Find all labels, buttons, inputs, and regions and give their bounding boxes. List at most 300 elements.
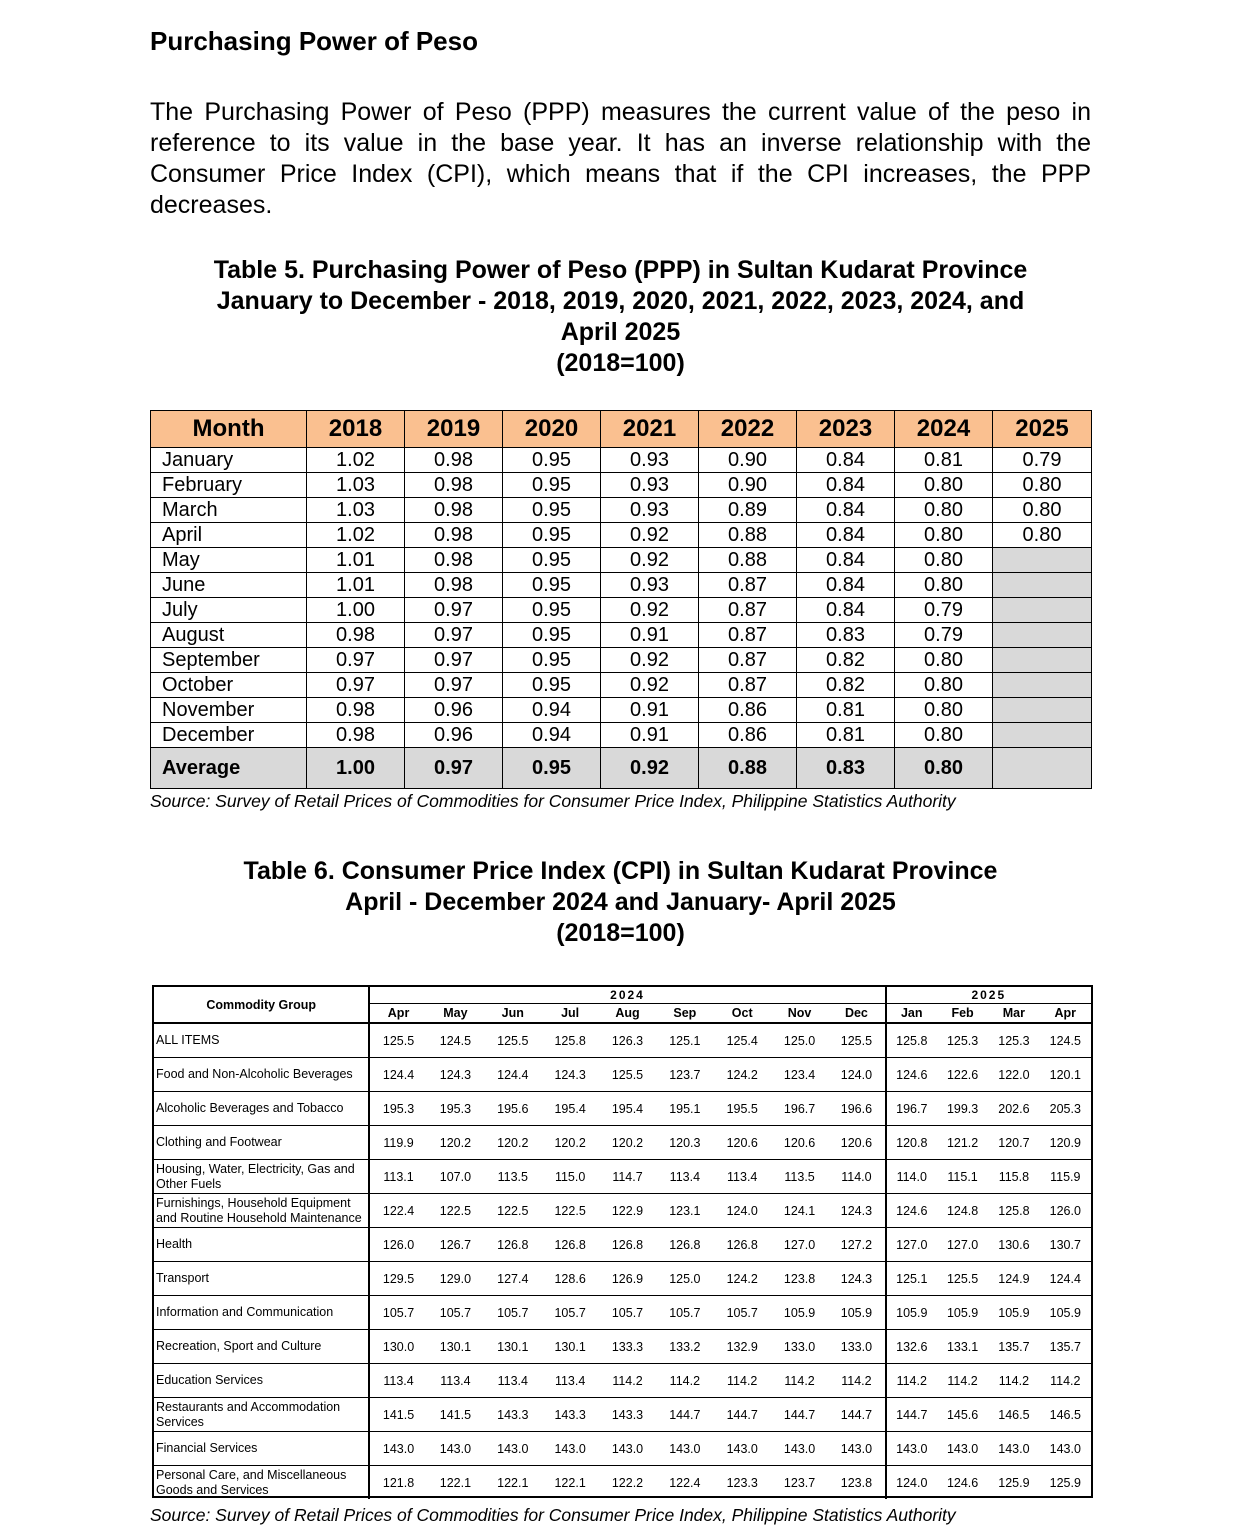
cpi-value-cell: 133.3 [599, 1330, 656, 1364]
commodity-name-cell: Recreation, Sport and Culture [154, 1330, 369, 1364]
cpi-value-cell: 124.2 [714, 1058, 771, 1092]
cpi-value-cell: 124.5 [1040, 1023, 1091, 1058]
cpi-value-cell: 124.3 [541, 1058, 598, 1092]
month-cell: November [151, 698, 307, 723]
cpi-value-cell: 114.2 [828, 1364, 885, 1398]
ppp-value-cell: 0.81 [895, 448, 993, 473]
ppp-value-cell: 0.96 [405, 723, 503, 748]
month-header: Aug [599, 1004, 656, 1024]
commodity-name-cell: Transport [154, 1262, 369, 1296]
month-cell: May [151, 548, 307, 573]
cpi-value-cell: 125.8 [541, 1023, 598, 1058]
ppp-value-cell: 0.79 [895, 623, 993, 648]
ppp-value-cell: 0.80 [895, 698, 993, 723]
table-row [154, 1432, 1091, 1466]
ppp-value-cell: 0.95 [503, 623, 601, 648]
cpi-value-cell: 125.5 [599, 1058, 656, 1092]
cpi-value-cell: 130.1 [484, 1330, 541, 1364]
cpi-value-cell: 114.2 [599, 1364, 656, 1398]
cpi-value-cell: 195.3 [427, 1092, 484, 1126]
cpi-value-cell: 113.5 [484, 1160, 541, 1194]
cpi-value-cell: 120.2 [541, 1126, 598, 1160]
year-header-2025: 2025 [886, 987, 1091, 1004]
cpi-value-cell: 143.3 [541, 1398, 598, 1432]
cpi-value-cell: 105.7 [656, 1296, 713, 1330]
cpi-value-cell: 123.3 [726, 1475, 758, 1490]
cpi-value-cell: 205.3 [1040, 1092, 1091, 1126]
ppp-value-cell [993, 648, 1092, 673]
ppp-value-cell: 0.93 [601, 573, 699, 598]
cpi-value-cell: 135.7 [988, 1330, 1039, 1364]
cpi-value-cell: 113.4 [541, 1364, 598, 1398]
ppp-value-cell [993, 623, 1092, 648]
cpi-value-cell: 105.7 [599, 1296, 656, 1330]
ppp-value-cell: 1.01 [307, 573, 405, 598]
cpi-value-cell: 124.2 [714, 1262, 771, 1296]
ppp-value-cell: 0.83 [797, 623, 895, 648]
cpi-value-cell: 113.5 [771, 1160, 828, 1194]
month-cell: August [151, 623, 307, 648]
cpi-value-cell: 123.7 [656, 1058, 713, 1092]
cpi-value-cell: 143.0 [369, 1432, 426, 1466]
ppp-value-cell: 0.92 [601, 673, 699, 698]
cpi-table-frame [152, 985, 1093, 1498]
table6-title-line: April - December 2024 and January- April 2025 [345, 888, 896, 916]
month-header: Mar [988, 1004, 1039, 1024]
ppp-value-cell: 0.95 [503, 523, 601, 548]
cpi-value-cell: 133.1 [937, 1330, 988, 1364]
ppp-column-header: 2023 [797, 411, 895, 448]
cpi-value-cell: 105.9 [988, 1296, 1039, 1330]
average-label: Average [151, 748, 307, 789]
cpi-value-cell: 120.3 [656, 1126, 713, 1160]
cpi-value-cell: 122.4 [669, 1475, 701, 1490]
ppp-value-cell: 0.81 [797, 698, 895, 723]
month-cell: July [151, 598, 307, 623]
table-row [154, 1330, 1091, 1364]
cpi-value-cell: 113.4 [369, 1364, 426, 1398]
cpi-value-cell: 114.0 [886, 1160, 937, 1194]
section-heading: Purchasing Power of Peso [150, 26, 478, 56]
cpi-value-cell: 127.4 [484, 1262, 541, 1296]
table-row [154, 1058, 1091, 1092]
month-cell: December [151, 723, 307, 748]
cpi-value-cell: 133.0 [828, 1330, 885, 1364]
month-header: Feb [937, 1004, 988, 1024]
cpi-value-cell: 123.8 [840, 1475, 873, 1490]
cpi-value-cell: 126.3 [599, 1023, 656, 1058]
cpi-value-cell: 127.2 [828, 1228, 885, 1262]
cpi-value-cell: 124.0 [828, 1058, 885, 1092]
cpi-value-cell: 125.4 [714, 1023, 771, 1058]
ppp-value-cell: 0.98 [405, 498, 503, 523]
cpi-value-cell: 195.5 [714, 1092, 771, 1126]
ppp-value-cell: 0.95 [503, 573, 601, 598]
ppp-value-cell: 0.95 [503, 598, 601, 623]
cpi-value-cell: 122.9 [599, 1194, 656, 1228]
ppp-value-cell: 0.91 [601, 623, 699, 648]
cpi-value-cell: 120.6 [828, 1126, 885, 1160]
average-value-cell [993, 748, 1092, 789]
cpi-value-cell: 145.6 [937, 1398, 988, 1432]
average-value-cell: 1.00 [307, 748, 405, 789]
cpi-value-cell: 124.8 [937, 1194, 988, 1228]
cpi-value-cell: 124.9 [988, 1262, 1039, 1296]
ppp-value-cell [993, 573, 1092, 598]
table-row [151, 448, 1092, 473]
cpi-value-cell: 130.1 [541, 1330, 598, 1364]
table-row [151, 523, 1092, 548]
cpi-value-cell: 120.6 [714, 1126, 771, 1160]
cpi-value-cell: 144.7 [656, 1398, 713, 1432]
month-cell: October [151, 673, 307, 698]
ppp-value-cell [993, 698, 1092, 723]
cpi-value-cell: 126.8 [714, 1228, 771, 1262]
cpi-value-cell: 105.7 [427, 1296, 484, 1330]
cpi-value-cell: 127.0 [886, 1228, 937, 1262]
commodity-name-cell: Information and Communication [154, 1296, 369, 1330]
ppp-value-cell: 0.80 [895, 523, 993, 548]
table-row [151, 548, 1092, 573]
cpi-value-cell: 125.9 [998, 1475, 1030, 1490]
cpi-value-cell: 132.6 [886, 1330, 937, 1364]
cpi-value-cell: 143.0 [484, 1432, 541, 1466]
ppp-value-cell: 0.82 [797, 673, 895, 698]
cpi-value-cell: 124.6 [886, 1194, 937, 1228]
cpi-value-cell: 146.5 [1040, 1398, 1091, 1432]
cpi-value-cell: 195.3 [369, 1092, 426, 1126]
month-header: Dec [828, 1004, 885, 1024]
ppp-value-cell: 0.95 [503, 473, 601, 498]
cpi-value-cell: 105.9 [886, 1296, 937, 1330]
cpi-value-cell: 143.0 [599, 1432, 656, 1466]
ppp-value-cell: 0.88 [699, 523, 797, 548]
table-row [151, 723, 1092, 748]
month-cell: February [151, 473, 307, 498]
ppp-column-header: 2022 [699, 411, 797, 448]
table-row [154, 1126, 1091, 1160]
ppp-value-cell: 0.84 [797, 573, 895, 598]
ppp-value-cell: 0.86 [699, 723, 797, 748]
cpi-value-cell: 125.8 [988, 1194, 1039, 1228]
cpi-value-cell: 122.2 [611, 1475, 644, 1490]
cpi-value-cell: 195.1 [656, 1092, 713, 1126]
month-header: Apr [369, 1004, 426, 1024]
cpi-value-cell: 195.6 [484, 1092, 541, 1126]
ppp-value-cell: 0.97 [307, 673, 405, 698]
ppp-value-cell [993, 673, 1092, 698]
cpi-value-cell: 124.3 [828, 1262, 885, 1296]
table-row [154, 1296, 1091, 1330]
cpi-value-cell: 115.1 [937, 1160, 988, 1194]
cpi-value-cell: 120.6 [771, 1126, 828, 1160]
month-header: Jul [541, 1004, 598, 1024]
cpi-value-cell: 143.3 [484, 1398, 541, 1432]
ppp-value-cell: 0.84 [797, 498, 895, 523]
cpi-value-cell: 124.4 [1040, 1262, 1091, 1296]
cpi-value-cell: 130.0 [369, 1330, 426, 1364]
cpi-value-cell: 124.0 [886, 1466, 937, 1500]
cpi-value-cell: 143.0 [828, 1432, 885, 1466]
year-header-2024: 2024 [369, 987, 885, 1004]
cpi-value-cell: 115.9 [1040, 1160, 1091, 1194]
cpi-value-cell: 141.5 [369, 1398, 426, 1432]
ppp-value-cell: 0.87 [699, 598, 797, 623]
cpi-value-cell: 146.5 [988, 1398, 1039, 1432]
ppp-value-cell: 0.80 [895, 673, 993, 698]
ppp-value-cell [993, 723, 1092, 748]
average-value-cell: 0.88 [699, 748, 797, 789]
cpi-value-cell: 124.6 [946, 1475, 979, 1490]
ppp-value-cell: 0.96 [405, 698, 503, 723]
table-row [151, 673, 1092, 698]
cpi-value-cell: 113.1 [369, 1160, 426, 1194]
cpi-value-cell: 143.0 [1040, 1432, 1091, 1466]
cpi-value-cell: 120.8 [886, 1126, 937, 1160]
commodity-name-cell: Health [154, 1228, 369, 1262]
table-row [151, 498, 1092, 523]
intro-paragraph: The Purchasing Power of Peso (PPP) measures the current value of the peso in reference to its value in the base year. It has an inverse relationship with the Consumer Price Index (CPI), which means that if the CPI increases, the PPP decreases. [150, 98, 1091, 219]
cpi-value-cell: 115.0 [541, 1160, 598, 1194]
ppp-value-cell: 0.95 [503, 648, 601, 673]
cpi-value-cell: 202.6 [988, 1092, 1039, 1126]
commodity-name-cell: Clothing and Footwear [154, 1126, 369, 1160]
ppp-column-header: 2025 [993, 411, 1092, 448]
table5-title-line: January to December - 2018, 2019, 2020, 2021, 2022, 2023, 2024, and [216, 287, 1025, 315]
ppp-value-cell: 0.80 [895, 573, 993, 598]
month-cell: April [151, 523, 307, 548]
cpi-value-cell: 122.6 [937, 1058, 988, 1092]
cpi-value-cell: 126.8 [484, 1228, 541, 1262]
cpi-value-cell: 129.5 [369, 1262, 426, 1296]
cpi-value-cell: 120.7 [988, 1126, 1039, 1160]
cpi-value-cell: 119.9 [369, 1126, 426, 1160]
cpi-value-cell: 144.7 [886, 1398, 937, 1432]
ppp-value-cell: 0.87 [699, 573, 797, 598]
cpi-value-cell: 125.3 [937, 1023, 988, 1058]
cpi-value-cell: 144.7 [714, 1398, 771, 1432]
cpi-value-cell: 141.5 [427, 1398, 484, 1432]
ppp-value-cell: 0.93 [601, 473, 699, 498]
table-row [154, 1194, 1091, 1228]
cpi-value-cell: 125.5 [369, 1023, 426, 1058]
cpi-value-cell: 143.0 [886, 1432, 937, 1466]
table-row [151, 573, 1092, 598]
cpi-value-cell: 113.4 [427, 1364, 484, 1398]
cpi-value-cell: 120.2 [599, 1126, 656, 1160]
ppp-value-cell: 0.97 [405, 648, 503, 673]
cpi-value-cell: 124.0 [714, 1194, 771, 1228]
month-cell: June [151, 573, 307, 598]
cpi-value-cell: 120.2 [484, 1126, 541, 1160]
cpi-value-cell: 121.8 [382, 1475, 415, 1490]
ppp-value-cell: 0.93 [601, 498, 699, 523]
cpi-value-cell: 126.9 [599, 1262, 656, 1296]
ppp-value-cell: 0.95 [503, 673, 601, 698]
cpi-value-cell: 143.0 [988, 1432, 1039, 1466]
ppp-value-cell: 0.95 [503, 498, 601, 523]
month-header: Oct [714, 1004, 771, 1024]
table6-title-line: (2018=100) [556, 919, 685, 947]
table5-source: Source: Survey of Retail Prices of Commodities for Consumer Price Index, Philippine Statistics Authority [150, 791, 956, 811]
cpi-value-cell: 124.4 [484, 1058, 541, 1092]
ppp-value-cell: 0.98 [405, 573, 503, 598]
commodity-name-cell: Food and Non-Alcoholic Beverages [154, 1058, 369, 1092]
cpi-value-cell: 125.3 [988, 1023, 1039, 1058]
cpi-value-cell: 123.4 [771, 1058, 828, 1092]
ppp-value-cell: 0.94 [503, 723, 601, 748]
cpi-value-cell: 130.6 [988, 1228, 1039, 1262]
cpi-value-cell: 143.0 [656, 1432, 713, 1466]
cpi-value-cell: 143.0 [541, 1432, 598, 1466]
ppp-value-cell: 0.89 [699, 498, 797, 523]
ppp-value-cell: 0.92 [601, 648, 699, 673]
table-row [154, 1023, 1091, 1058]
month-cell: March [151, 498, 307, 523]
average-value-cell: 0.97 [405, 748, 503, 789]
cpi-value-cell: 123.7 [783, 1475, 816, 1490]
ppp-value-cell: 0.97 [307, 648, 405, 673]
cpi-value-cell: 114.2 [988, 1364, 1039, 1398]
ppp-value-cell: 0.97 [405, 623, 503, 648]
table-row [151, 623, 1092, 648]
average-value-cell: 0.95 [503, 748, 601, 789]
ppp-value-cell: 0.80 [993, 523, 1092, 548]
cpi-value-cell: 125.9 [1049, 1475, 1081, 1490]
cpi-value-cell: 105.9 [771, 1296, 828, 1330]
cpi-value-cell: 122.5 [541, 1194, 598, 1228]
commodity-name-cell: Furnishings, Household Equipment and Routine Household Maintenance [154, 1194, 369, 1228]
cpi-value-cell: 122.5 [484, 1194, 541, 1228]
ppp-value-cell: 0.97 [405, 598, 503, 623]
ppp-table-header-row [151, 411, 1092, 448]
ppp-value-cell: 0.92 [601, 598, 699, 623]
cpi-value-cell: 199.3 [937, 1092, 988, 1126]
cpi-value-cell: 122.1 [554, 1475, 586, 1490]
ppp-value-cell: 0.80 [895, 498, 993, 523]
table-row [151, 473, 1092, 498]
ppp-value-cell: 0.87 [699, 673, 797, 698]
cpi-value-cell: 114.2 [886, 1364, 937, 1398]
cpi-value-cell: 129.0 [427, 1262, 484, 1296]
cpi-value-cell: 126.8 [541, 1228, 598, 1262]
ppp-value-cell: 0.95 [503, 448, 601, 473]
commodity-name-cell: Personal Care, and Miscellaneous Goods and Services [154, 1466, 369, 1500]
ppp-column-header: 2019 [405, 411, 503, 448]
table5-title-line: April 2025 [560, 318, 681, 346]
cpi-value-cell: 195.4 [599, 1092, 656, 1126]
ppp-value-cell: 0.84 [797, 548, 895, 573]
ppp-value-cell: 0.80 [895, 723, 993, 748]
ppp-column-header: 2020 [503, 411, 601, 448]
cpi-value-cell: 195.4 [541, 1092, 598, 1126]
table5-title-line: Table 5. Purchasing Power of Peso (PPP) in Sultan Kudarat Province [213, 256, 1028, 284]
commodity-name-cell: Financial Services [154, 1432, 369, 1466]
cpi-value-cell: 125.1 [656, 1023, 713, 1058]
cpi-value-cell: 128.6 [541, 1262, 598, 1296]
cpi-value-cell: 126.8 [656, 1228, 713, 1262]
month-header: Jan [886, 1004, 937, 1024]
ppp-value-cell: 0.80 [895, 648, 993, 673]
commodity-name-cell: ALL ITEMS [154, 1023, 369, 1058]
cpi-value-cell: 115.8 [988, 1160, 1039, 1194]
table-row [154, 1364, 1091, 1398]
cpi-value-cell: 105.9 [937, 1296, 988, 1330]
commodity-name-cell: Alcoholic Beverages and Tobacco [154, 1092, 369, 1126]
table5-title [150, 255, 1091, 379]
cpi-value-cell: 114.2 [937, 1364, 988, 1398]
cpi-value-cell: 113.4 [656, 1160, 713, 1194]
table-row [154, 1262, 1091, 1296]
cpi-value-cell: 132.9 [714, 1330, 771, 1364]
ppp-value-cell: 0.97 [405, 673, 503, 698]
cpi-value-cell: 125.0 [656, 1262, 713, 1296]
ppp-value-cell: 0.91 [601, 723, 699, 748]
ppp-value-cell: 0.80 [993, 473, 1092, 498]
cpi-value-cell: 196.7 [771, 1092, 828, 1126]
cpi-value-cell: 144.7 [828, 1398, 885, 1432]
ppp-value-cell: 1.02 [307, 448, 405, 473]
cpi-table-year-row [154, 987, 1091, 1004]
cpi-value-cell: 143.0 [771, 1432, 828, 1466]
cpi-value-cell: 124.3 [828, 1194, 885, 1228]
cpi-value-cell: 135.7 [1040, 1330, 1091, 1364]
cpi-value-cell: 105.7 [484, 1296, 541, 1330]
month-header: May [427, 1004, 484, 1024]
ppp-value-cell: 0.98 [405, 523, 503, 548]
cpi-value-cell: 126.0 [369, 1228, 426, 1262]
cpi-value-cell: 114.2 [771, 1364, 828, 1398]
ppp-value-cell: 0.87 [699, 648, 797, 673]
ppp-value-cell: 0.92 [601, 523, 699, 548]
ppp-value-cell: 0.87 [699, 623, 797, 648]
cpi-value-cell: 127.0 [771, 1228, 828, 1262]
cpi-value-cell: 105.9 [1040, 1296, 1091, 1330]
cpi-value-cell: 125.5 [937, 1262, 988, 1296]
ppp-value-cell: 0.84 [797, 523, 895, 548]
cpi-value-cell: 125.8 [886, 1023, 937, 1058]
ppp-value-cell: 0.84 [797, 473, 895, 498]
cpi-value-cell: 114.0 [828, 1160, 885, 1194]
ppp-value-cell [993, 548, 1092, 573]
cpi-value-cell: 122.1 [497, 1475, 529, 1490]
ppp-table [150, 410, 1092, 789]
cpi-value-cell: 105.7 [369, 1296, 426, 1330]
ppp-value-cell: 0.79 [993, 448, 1092, 473]
cpi-value-cell: 125.5 [828, 1023, 885, 1058]
commodity-name-cell: Education Services [154, 1364, 369, 1398]
ppp-column-header: 2021 [601, 411, 699, 448]
ppp-value-cell: 0.86 [699, 698, 797, 723]
cpi-value-cell: 113.4 [714, 1160, 771, 1194]
ppp-value-cell: 0.90 [699, 448, 797, 473]
cpi-value-cell: 105.7 [541, 1296, 598, 1330]
cpi-value-cell: 125.1 [886, 1262, 937, 1296]
ppp-value-cell: 0.84 [797, 598, 895, 623]
cpi-value-cell: 120.2 [427, 1126, 484, 1160]
ppp-value-cell: 1.01 [307, 548, 405, 573]
ppp-value-cell [993, 598, 1092, 623]
cpi-value-cell: 124.3 [427, 1058, 484, 1092]
ppp-value-cell: 0.80 [895, 473, 993, 498]
ppp-value-cell: 0.79 [895, 598, 993, 623]
cpi-value-cell: 127.0 [937, 1228, 988, 1262]
average-value-cell: 0.92 [601, 748, 699, 789]
ppp-column-header: Month [151, 411, 307, 448]
cpi-value-cell: 125.5 [484, 1023, 541, 1058]
table-row [151, 598, 1092, 623]
ppp-value-cell: 0.98 [405, 548, 503, 573]
